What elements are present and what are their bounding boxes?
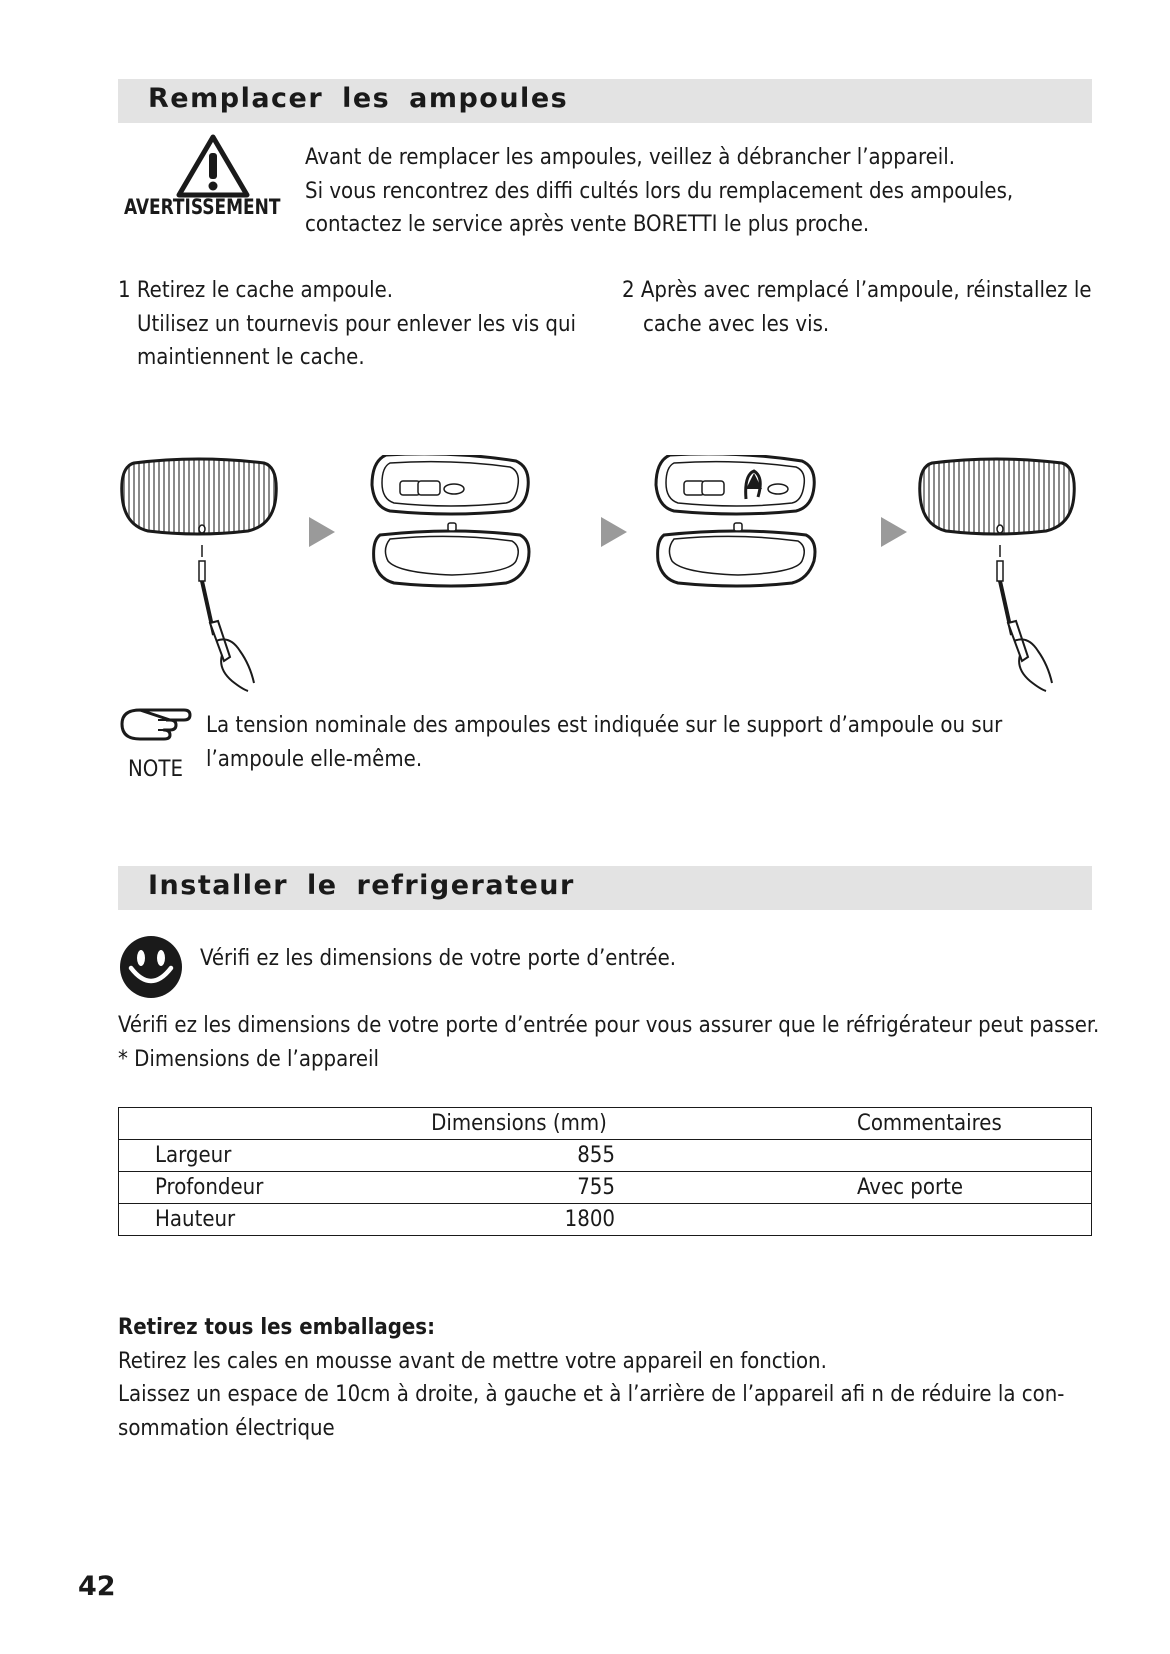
smiley-icon (118, 934, 184, 1000)
warning-triangle-icon (176, 133, 250, 199)
table-cell: 855 (423, 1140, 667, 1172)
dimensions-table (118, 1107, 1092, 1236)
table-cell: Avec porte (667, 1172, 1092, 1204)
table-header-cell (119, 1108, 424, 1140)
table-cell: Hauteur (119, 1204, 424, 1236)
arrow-right-icon (309, 517, 335, 547)
packaging-line: sommation électrique (118, 1415, 335, 1441)
table-row (119, 1172, 1092, 1204)
arrow-right-icon (881, 517, 907, 547)
warning-text (305, 141, 1013, 242)
table-cell (667, 1204, 1092, 1236)
note-line: La tension nominale des ampoules est indiquée sur le support d’ampoule ou sur (206, 713, 1003, 738)
screwdriver-hand-icon (199, 545, 254, 691)
table-header-row (119, 1108, 1092, 1140)
table-header-cell: Commentaires (667, 1108, 1092, 1140)
step-2-line: 2 Après avec remplacé l’ampoule, réinstallez le (622, 278, 1092, 303)
note-text (206, 709, 1002, 776)
step-2-line: cache avec les vis. (643, 311, 830, 337)
note-label: NOTE (128, 757, 183, 782)
step-1-text (118, 274, 576, 375)
note-line: l’ampoule elle-même. (206, 746, 423, 772)
packaging-line: Laissez un espace de 10cm à droite, à gauche et à l’arrière de l’appareil afi n de réduire la con- (118, 1382, 1065, 1407)
step-1-line: maintiennent le cache. (137, 345, 365, 370)
warning-line: Avant de remplacer les ampoules, veillez à débrancher l’appareil. (305, 145, 956, 170)
bulb-cover-icon (920, 459, 1075, 534)
section-header-install (118, 866, 1092, 910)
step-1-line: 1 Retirez le cache ampoule. (118, 278, 394, 303)
step-1-line: Utilisez un tournevis pour enlever les vis qui (137, 311, 577, 337)
arrow-right-icon (601, 517, 627, 547)
table-header-cell: Dimensions (mm) (423, 1108, 667, 1140)
section-header-bulbs (118, 79, 1092, 123)
screwdriver-hand-icon (997, 545, 1052, 691)
table-cell: 755 (423, 1172, 667, 1204)
table-cell (667, 1140, 1092, 1172)
packaging-line: Retirez les cales en mousse avant de mettre votre appareil en fonction. (118, 1348, 827, 1374)
table-cell: Profondeur (119, 1172, 424, 1204)
table-cell: Largeur (119, 1140, 424, 1172)
table-row (119, 1204, 1092, 1236)
packaging-text (118, 1311, 1064, 1445)
intro-text (118, 1009, 1099, 1076)
pointing-hand-icon (118, 706, 192, 742)
page-number: 42 (78, 1571, 116, 1602)
bulb-cover-icon (122, 459, 277, 534)
intro-line: * Dimensions de l’appareil (118, 1046, 380, 1072)
tip-text: Vérifi ez les dimensions de votre porte d’entrée. (200, 946, 677, 971)
intro-line: Vérifi ez les dimensions de votre porte d’entrée pour vous assurer que le réfrigérateur peut passer. (118, 1013, 1100, 1038)
warning-line: contactez le service après vente BORETTI le plus proche. (305, 212, 870, 237)
bulb-housing-replace-icon (656, 455, 815, 586)
section-title-install: Installer le refrigerateur (148, 870, 575, 901)
bulb-replacement-illustration (118, 455, 1092, 695)
packaging-heading: Retirez tous les emballages: (118, 1315, 435, 1340)
table-row (119, 1140, 1092, 1172)
bulb-housing-open-icon (372, 455, 529, 586)
warning-line: Si vous rencontrez des diffi cultés lors du remplacement des ampoules, (305, 178, 1014, 204)
table-cell: 1800 (423, 1204, 667, 1236)
step-2-text (622, 274, 1092, 341)
warning-label: AVERTISSEMENT (124, 195, 281, 219)
section-title-bulbs: Remplacer les ampoules (148, 83, 569, 114)
